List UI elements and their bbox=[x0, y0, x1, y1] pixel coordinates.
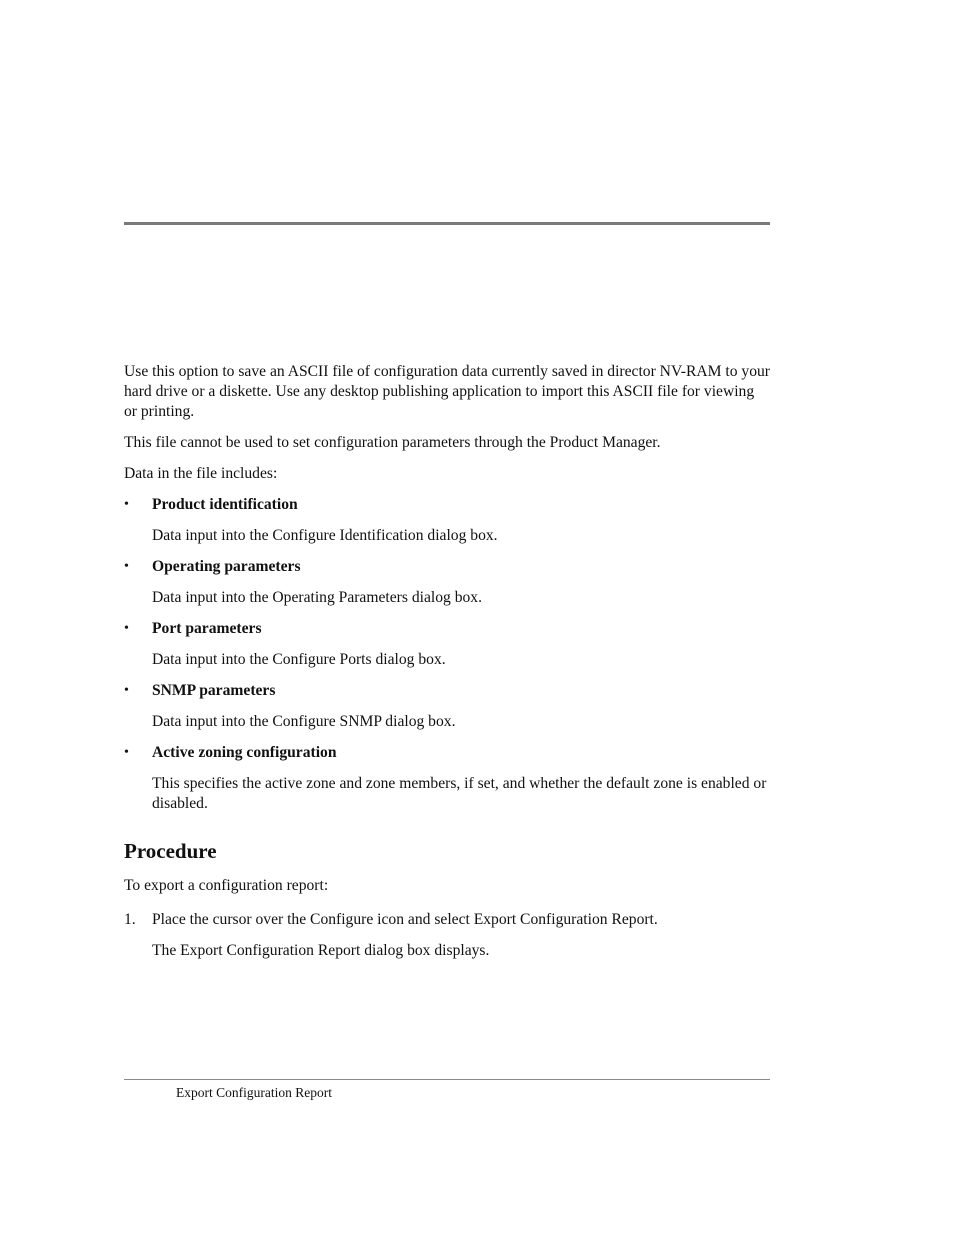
bullet-description: Data input into the Configure SNMP dialog box. bbox=[152, 713, 456, 730]
bullet-icon: • bbox=[124, 745, 129, 760]
bullet-title: Product identification bbox=[152, 496, 298, 513]
procedure-heading: Procedure bbox=[124, 839, 217, 863]
procedure-lead: To export a configuration report: bbox=[124, 877, 329, 894]
bullet-title: Operating parameters bbox=[152, 558, 301, 575]
bullet-title: Active zoning configuration bbox=[152, 744, 337, 761]
intro-paragraph: Use this option to save an ASCII file of configuration data currently saved in director NV-RAM to your hard drive or a diskette. Use any desktop publishing application to import this ASCII file for viewing or printing. bbox=[124, 363, 770, 420]
step-instruction: Place the cursor over the Configure icon and select Export Configuration Report. bbox=[152, 911, 658, 928]
bullet-title: SNMP parameters bbox=[152, 682, 276, 699]
list-lead-paragraph: Data in the file includes: bbox=[124, 465, 278, 482]
step-number: 1. bbox=[124, 911, 136, 928]
bullet-description: Data input into the Configure Ports dialog box. bbox=[152, 651, 446, 668]
bullet-title: Port parameters bbox=[152, 620, 262, 637]
list-item bbox=[124, 743, 770, 814]
document-body bbox=[124, 362, 770, 961]
bullet-description: Data input into the Operating Parameters dialog box. bbox=[152, 589, 482, 606]
list-item bbox=[124, 681, 770, 732]
bullet-icon: • bbox=[124, 559, 129, 574]
bullet-icon: • bbox=[124, 621, 129, 636]
top-rule bbox=[124, 222, 770, 225]
step-result: The Export Configuration Report dialog box displays. bbox=[152, 942, 490, 959]
bullet-description: This specifies the active zone and zone members, if set, and whether the default zone is enabled or disabled. bbox=[152, 775, 767, 812]
list-item bbox=[124, 619, 770, 670]
note-paragraph: This file cannot be used to set configuration parameters through the Product Manager. bbox=[124, 434, 661, 451]
data-contents-list bbox=[124, 495, 770, 814]
procedure-steps bbox=[124, 910, 770, 961]
list-item bbox=[124, 557, 770, 608]
bullet-icon: • bbox=[124, 683, 129, 698]
bullet-description: Data input into the Configure Identification dialog box. bbox=[152, 527, 498, 544]
list-item bbox=[124, 495, 770, 546]
bullet-icon: • bbox=[124, 497, 129, 512]
step-item bbox=[124, 910, 770, 961]
page-footer: Export Configuration Report bbox=[176, 1085, 332, 1100]
footer-rule bbox=[124, 1079, 770, 1080]
